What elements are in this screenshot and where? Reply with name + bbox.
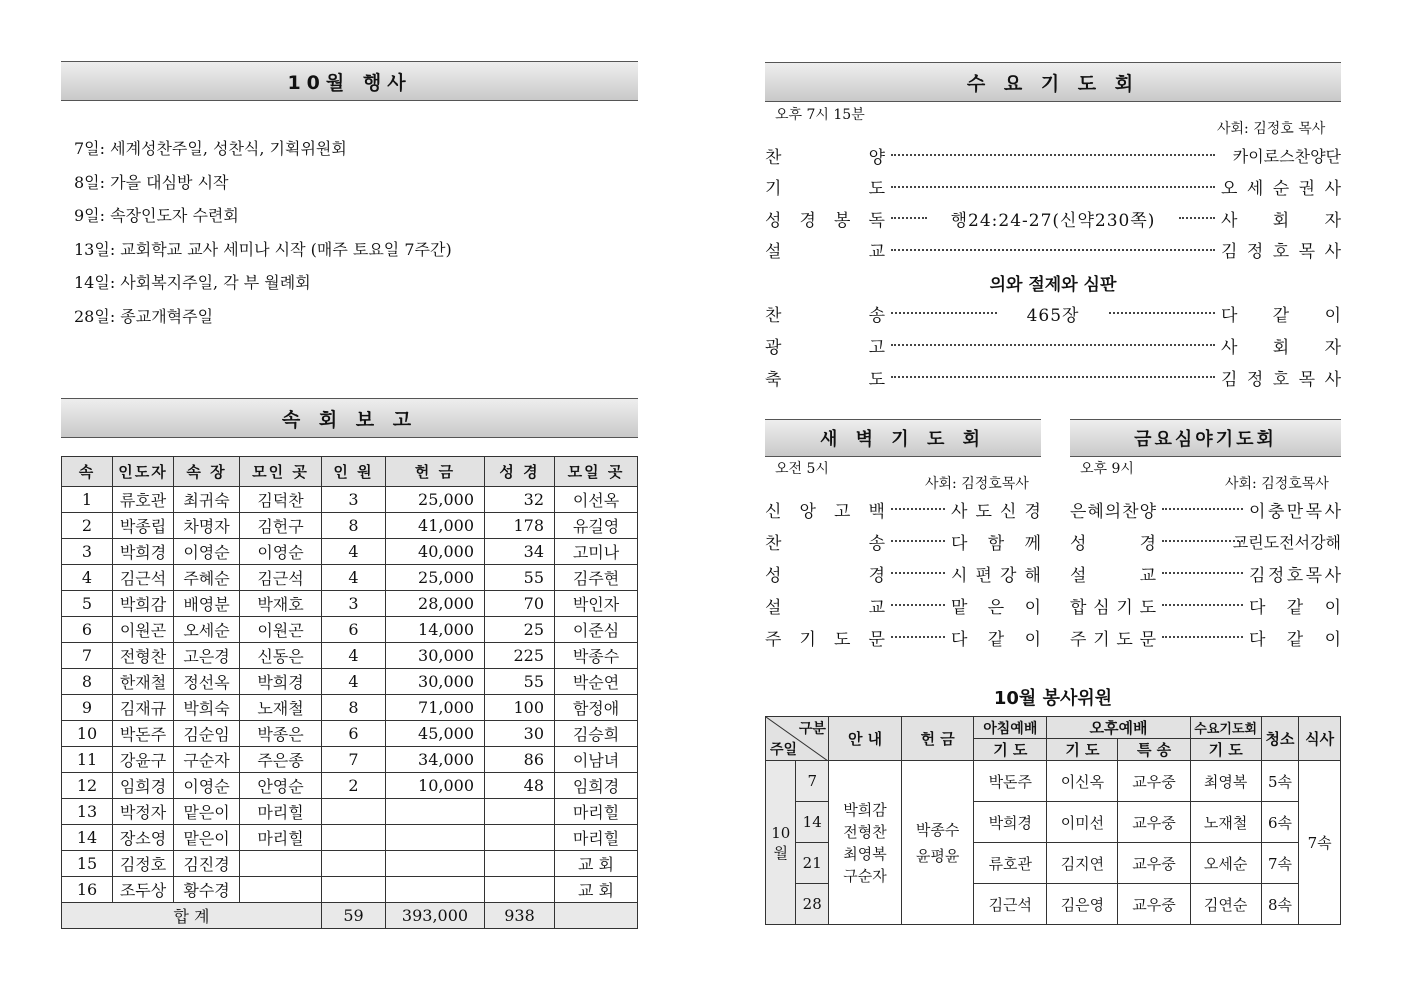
order-person: 김 정 호 목 사 xyxy=(1221,369,1341,390)
attendance-cell xyxy=(322,877,386,903)
offering-cell: 박종수 윤평윤 xyxy=(902,761,974,925)
leader-cell: 박돈주 xyxy=(113,721,174,747)
leader-dots xyxy=(891,508,945,510)
offering-cell: 71,000 xyxy=(386,695,485,721)
bible-count-cell xyxy=(485,825,555,851)
order-label: 성 경 xyxy=(765,565,885,586)
total-offering: 393,000 xyxy=(386,903,485,929)
wednesday-time: 오후 7시 15분 xyxy=(775,107,865,123)
meeting-place-cell: 김덕찬 xyxy=(240,487,322,513)
offering-cell: 10,000 xyxy=(386,773,485,799)
leader-cell: 강윤구 xyxy=(113,747,174,773)
group-head-cell: 오세순 xyxy=(174,617,240,643)
next-place-cell: 박순연 xyxy=(555,669,638,695)
col-header: 속 xyxy=(62,457,113,487)
group-number-cell: 5 xyxy=(62,591,113,617)
attendance-cell: 8 xyxy=(322,513,386,539)
table-row xyxy=(62,513,638,539)
leader-dots xyxy=(891,217,927,219)
order-label: 찬 송 xyxy=(765,305,885,326)
leader-dots xyxy=(891,572,945,574)
event-item: 7일: 세계성찬주일, 성찬식, 기획위원회 xyxy=(74,139,347,158)
group-number-cell: 9 xyxy=(62,695,113,721)
wed-prayer-header: 기 도 xyxy=(1190,739,1261,761)
dawn-header: 새 벽 기 도 회 xyxy=(765,419,1041,457)
bible-count-cell: 34 xyxy=(485,539,555,565)
leader-dots xyxy=(1162,508,1243,510)
leader-cell: 김근석 xyxy=(113,565,174,591)
order-line xyxy=(1070,590,1341,620)
order-label: 주 기 도 문 xyxy=(765,629,885,650)
leader-dots xyxy=(891,154,1215,156)
special-cell: 교우중 xyxy=(1118,761,1190,802)
table-row xyxy=(62,877,638,903)
week-cell: 14 xyxy=(796,802,829,843)
group-head-cell: 최귀숙 xyxy=(174,487,240,513)
next-place-cell: 김주현 xyxy=(555,565,638,591)
report-table xyxy=(61,456,638,929)
bible-count-cell xyxy=(485,851,555,877)
offering-cell: 40,000 xyxy=(386,539,485,565)
col-header: 모일 곳 xyxy=(555,457,638,487)
order-line xyxy=(1070,622,1341,652)
col-header: 성 경 xyxy=(485,457,555,487)
offering-cell: 25,000 xyxy=(386,565,485,591)
meeting-place-cell xyxy=(240,851,322,877)
col-header: 헌 금 xyxy=(386,457,485,487)
wednesday-header: 수 요 기 도 회 xyxy=(765,62,1341,102)
order-person: 고 린 도 전 서 강 해 xyxy=(1232,532,1341,552)
clean-cell: 5속 xyxy=(1261,761,1299,802)
attendance-cell xyxy=(322,851,386,877)
table-row xyxy=(62,851,638,877)
group-number-cell: 2 xyxy=(62,513,113,539)
leader-cell: 박종립 xyxy=(113,513,174,539)
meeting-place-cell: 신동은 xyxy=(240,643,322,669)
order-person: 다 같 이 xyxy=(951,629,1041,650)
group-number-cell: 10 xyxy=(62,721,113,747)
order-line xyxy=(1070,558,1341,588)
week-label: 주일 xyxy=(770,742,798,758)
bible-count-cell: 48 xyxy=(485,773,555,799)
morning-prayer-cell: 김근석 xyxy=(974,884,1047,925)
order-label: 합 심 기 도 xyxy=(1070,597,1156,618)
leader-dots xyxy=(891,636,945,638)
attendance-cell: 4 xyxy=(322,669,386,695)
leader-dots xyxy=(1162,572,1243,574)
table-row xyxy=(62,591,638,617)
group-head-cell: 이영순 xyxy=(174,539,240,565)
order-label: 성 경 xyxy=(1070,533,1156,554)
order-detail: 행24:24-27(신약230쪽) xyxy=(950,210,1156,231)
group-number-cell: 12 xyxy=(62,773,113,799)
meal-cell: 7속 xyxy=(1299,761,1341,925)
leader-dots xyxy=(1179,217,1215,219)
group-head-cell: 맡은이 xyxy=(174,825,240,851)
group-head-cell: 황수경 xyxy=(174,877,240,903)
order-line xyxy=(765,298,1341,328)
order-line xyxy=(765,235,1341,265)
leader-cell: 장소영 xyxy=(113,825,174,851)
friday-host: 사회: 김정호목사 xyxy=(1225,476,1329,492)
order-person: 맡 은 이 xyxy=(951,597,1041,618)
leader-cell: 박희경 xyxy=(113,539,174,565)
attendance-cell: 6 xyxy=(322,617,386,643)
leader-cell: 김정호 xyxy=(113,851,174,877)
afternoon-prayer-cell: 김지연 xyxy=(1047,843,1118,884)
next-place-cell: 박인자 xyxy=(555,591,638,617)
offering-cell xyxy=(386,825,485,851)
attendance-cell: 4 xyxy=(322,565,386,591)
order-label: 은 혜 의 찬 양 xyxy=(1070,501,1156,522)
clean-cell: 6속 xyxy=(1261,802,1299,843)
bible-count-cell: 25 xyxy=(485,617,555,643)
order-line xyxy=(765,494,1041,524)
next-place-cell: 마리힐 xyxy=(555,825,638,851)
week-cell: 7 xyxy=(796,761,829,802)
leader-cell: 김재규 xyxy=(113,695,174,721)
table-row xyxy=(62,669,638,695)
group-number-cell: 1 xyxy=(62,487,113,513)
order-line xyxy=(765,203,1341,233)
group-number-cell: 13 xyxy=(62,799,113,825)
attendance-cell: 4 xyxy=(322,539,386,565)
guide-header: 안 내 xyxy=(828,717,901,761)
bible-count-cell: 55 xyxy=(485,669,555,695)
bible-count-cell: 178 xyxy=(485,513,555,539)
leader-cell: 류호관 xyxy=(113,487,174,513)
next-place-cell: 고미나 xyxy=(555,539,638,565)
group-head-cell: 맡은이 xyxy=(174,799,240,825)
order-label: 주 기 도 문 xyxy=(1070,629,1156,650)
bible-count-cell xyxy=(485,799,555,825)
attendance-cell: 3 xyxy=(322,487,386,513)
corner-cell xyxy=(766,717,829,761)
bible-count-cell: 225 xyxy=(485,643,555,669)
group-head-cell: 구순자 xyxy=(174,747,240,773)
morning-header: 아침예배 xyxy=(974,717,1047,739)
group-head-cell: 차명자 xyxy=(174,513,240,539)
meeting-place-cell: 안영순 xyxy=(240,773,322,799)
order-line xyxy=(1070,526,1341,556)
group-number-cell: 16 xyxy=(62,877,113,903)
table-row xyxy=(62,721,638,747)
total-bible: 938 xyxy=(485,903,555,929)
meeting-place-cell: 주은종 xyxy=(240,747,322,773)
offering-cell xyxy=(386,851,485,877)
offering-cell: 45,000 xyxy=(386,721,485,747)
table-row xyxy=(62,617,638,643)
wed-header: 수요기도회 xyxy=(1190,717,1261,739)
clean-cell: 8속 xyxy=(1261,884,1299,925)
bible-count-cell: 32 xyxy=(485,487,555,513)
order-line xyxy=(765,526,1041,556)
order-person: 김 정 호 목 사 xyxy=(1221,242,1341,262)
bible-count-cell: 100 xyxy=(485,695,555,721)
special-cell: 교우중 xyxy=(1118,884,1190,925)
afternoon-prayer-cell: 이신옥 xyxy=(1047,761,1118,802)
order-person: 김 정 호 목 사 xyxy=(1249,565,1341,586)
offering-cell: 41,000 xyxy=(386,513,485,539)
next-place-cell: 임희경 xyxy=(555,773,638,799)
special-header: 특 송 xyxy=(1118,739,1190,761)
total-label: 합 계 xyxy=(62,903,322,929)
wed-prayer-cell: 최영복 xyxy=(1190,761,1261,802)
report-header-row xyxy=(62,457,638,487)
group-head-cell: 정선옥 xyxy=(174,669,240,695)
meeting-place-cell: 이원곤 xyxy=(240,617,322,643)
week-cell: 28 xyxy=(796,884,829,925)
afternoon-prayer-cell: 김은영 xyxy=(1047,884,1118,925)
wed-prayer-cell: 노재철 xyxy=(1190,802,1261,843)
order-person: 다 같 이 xyxy=(1249,629,1341,650)
order-line xyxy=(765,140,1341,170)
table-row xyxy=(62,773,638,799)
morning-prayer-header: 기 도 xyxy=(974,739,1047,761)
table-row xyxy=(766,761,1341,802)
order-person: 사 회 자 xyxy=(1221,210,1341,231)
morning-prayer-cell: 박희경 xyxy=(974,802,1047,843)
special-cell: 교우중 xyxy=(1118,802,1190,843)
event-item: 13일: 교회학교 교사 세미나 시작 (매주 토요일 7주간) xyxy=(74,239,452,259)
order-person: 다 함 께 xyxy=(951,533,1041,554)
order-line xyxy=(765,590,1041,620)
meeting-place-cell: 마리힐 xyxy=(240,799,322,825)
leader-dots xyxy=(891,540,945,542)
offering-cell: 14,000 xyxy=(386,617,485,643)
offering-cell: 28,000 xyxy=(386,591,485,617)
leader-dots xyxy=(1162,540,1243,542)
leader-dots xyxy=(1162,604,1243,606)
group-head-cell: 고은경 xyxy=(174,643,240,669)
offering-cell xyxy=(386,799,485,825)
table-row xyxy=(62,695,638,721)
meal-header: 식사 xyxy=(1299,717,1341,761)
order-label: 설 교 xyxy=(765,597,885,618)
leader-dots xyxy=(1162,636,1243,638)
order-label: 찬 양 xyxy=(765,147,885,168)
next-place-cell: 함정애 xyxy=(555,695,638,721)
order-person: 시 편 강 해 xyxy=(951,565,1041,586)
bible-count-cell: 30 xyxy=(485,721,555,747)
leader-dots xyxy=(891,376,1215,378)
leader-dots xyxy=(891,604,945,606)
order-label: 성 경 봉 독 xyxy=(765,210,885,231)
attendance-cell: 7 xyxy=(322,747,386,773)
table-row xyxy=(62,565,638,591)
order-line xyxy=(765,330,1341,360)
leader-cell: 임희경 xyxy=(113,773,174,799)
clean-cell: 7속 xyxy=(1261,843,1299,884)
table-row xyxy=(62,747,638,773)
next-place-cell: 이선옥 xyxy=(555,487,638,513)
order-label: 신 앙 고 백 xyxy=(765,501,885,522)
group-head-cell: 박희숙 xyxy=(174,695,240,721)
order-line xyxy=(765,558,1041,588)
order-line xyxy=(765,622,1041,652)
gubun-label: 구분 xyxy=(798,721,826,737)
event-item: 28일: 종교개혁주일 xyxy=(74,306,214,326)
meeting-place-cell: 김헌구 xyxy=(240,513,322,539)
next-place-cell: 이준심 xyxy=(555,617,638,643)
meeting-place-cell: 박재호 xyxy=(240,591,322,617)
col-header: 인도자 xyxy=(113,457,174,487)
group-number-cell: 3 xyxy=(62,539,113,565)
attendance-cell: 3 xyxy=(322,591,386,617)
morning-prayer-cell: 박돈주 xyxy=(974,761,1047,802)
leader-dots xyxy=(891,249,1215,251)
offering-cell: 34,000 xyxy=(386,747,485,773)
order-person: 다 같 이 xyxy=(1249,597,1341,618)
meeting-place-cell: 마리힐 xyxy=(240,825,322,851)
leader-dots xyxy=(891,186,1215,188)
table-row xyxy=(62,643,638,669)
guides-cell: 박희감 전형찬 최영복 구순자 xyxy=(828,761,901,925)
leader-cell: 전형찬 xyxy=(113,643,174,669)
order-label: 설 교 xyxy=(1070,565,1156,586)
offering-cell: 30,000 xyxy=(386,643,485,669)
order-label: 광 고 xyxy=(765,337,885,358)
order-label: 축 도 xyxy=(765,369,885,390)
group-number-cell: 15 xyxy=(62,851,113,877)
order-label: 기 도 xyxy=(765,179,885,199)
leader-cell: 박정자 xyxy=(113,799,174,825)
bible-count-cell: 55 xyxy=(485,565,555,591)
offering-cell xyxy=(386,877,485,903)
events-list xyxy=(74,136,452,337)
afternoon-prayer-header: 기 도 xyxy=(1047,739,1118,761)
morning-prayer-cell: 류호관 xyxy=(974,843,1047,884)
table-row xyxy=(62,487,638,513)
table-row xyxy=(62,825,638,851)
total-empty xyxy=(555,903,638,929)
leader-cell: 조두상 xyxy=(113,877,174,903)
next-place-cell: 김승희 xyxy=(555,721,638,747)
leader-dots xyxy=(891,312,997,314)
event-item: 14일: 사회복지주일, 각 부 월례회 xyxy=(74,273,311,292)
group-head-cell: 주혜순 xyxy=(174,565,240,591)
leader-cell: 박희감 xyxy=(113,591,174,617)
events-header: 10월 행사 xyxy=(61,61,638,101)
bible-count-cell: 86 xyxy=(485,747,555,773)
next-place-cell: 교 회 xyxy=(555,877,638,903)
order-line xyxy=(765,172,1341,202)
afternoon-prayer-cell: 이미선 xyxy=(1047,802,1118,843)
group-number-cell: 6 xyxy=(62,617,113,643)
table-row xyxy=(62,799,638,825)
afternoon-header: 오후예배 xyxy=(1047,717,1190,739)
order-person: 다 같 이 xyxy=(1221,305,1341,326)
order-person: 오 세 순 권 사 xyxy=(1221,179,1341,199)
group-head-cell: 김순임 xyxy=(174,721,240,747)
next-place-cell: 교 회 xyxy=(555,851,638,877)
offering-cell: 25,000 xyxy=(386,487,485,513)
attendance-cell: 6 xyxy=(322,721,386,747)
group-number-cell: 11 xyxy=(62,747,113,773)
meeting-place-cell: 김근석 xyxy=(240,565,322,591)
meeting-place-cell: 이영순 xyxy=(240,539,322,565)
leader-cell: 이원곤 xyxy=(113,617,174,643)
order-label: 찬 송 xyxy=(765,533,885,554)
order-person: 사 회 자 xyxy=(1221,337,1341,358)
group-number-cell: 14 xyxy=(62,825,113,851)
wed-prayer-cell: 김연순 xyxy=(1190,884,1261,925)
wed-prayer-cell: 오세순 xyxy=(1190,843,1261,884)
service-title: 10월 봉사위원 xyxy=(993,688,1113,709)
week-cell: 21 xyxy=(796,843,829,884)
table-row xyxy=(62,539,638,565)
group-head-cell: 이영순 xyxy=(174,773,240,799)
event-item: 9일: 속장인도자 수련회 xyxy=(74,206,239,225)
leader-dots xyxy=(891,344,1215,346)
next-place-cell: 이남녀 xyxy=(555,747,638,773)
attendance-cell xyxy=(322,799,386,825)
order-detail: 465장 xyxy=(1026,305,1080,326)
order-line xyxy=(1070,494,1341,524)
bible-count-cell: 70 xyxy=(485,591,555,617)
group-number-cell: 8 xyxy=(62,669,113,695)
dawn-host: 사회: 김정호목사 xyxy=(925,476,1029,492)
event-item: 8일: 가을 대심방 시작 xyxy=(74,172,229,192)
offering-cell: 30,000 xyxy=(386,669,485,695)
sermon-title: 의와 절제와 심판 xyxy=(989,275,1117,295)
order-person: 카 이 로 스 찬 양 단 xyxy=(1232,146,1341,166)
col-header: 인 원 xyxy=(322,457,386,487)
wednesday-host: 사회: 김정호 목사 xyxy=(1217,121,1326,137)
meeting-place-cell: 박종은 xyxy=(240,721,322,747)
col-header: 모인 곳 xyxy=(240,457,322,487)
attendance-cell: 8 xyxy=(322,695,386,721)
leader-cell: 한재철 xyxy=(113,669,174,695)
attendance-cell: 4 xyxy=(322,643,386,669)
meeting-place-cell xyxy=(240,877,322,903)
order-line xyxy=(765,362,1341,392)
total-row xyxy=(62,903,638,929)
next-place-cell: 박종수 xyxy=(555,643,638,669)
service-table xyxy=(765,716,1341,925)
report-header: 속 회 보 고 xyxy=(61,398,638,438)
bible-count-cell xyxy=(485,877,555,903)
col-header: 속 장 xyxy=(174,457,240,487)
next-place-cell: 유길영 xyxy=(555,513,638,539)
group-number-cell: 4 xyxy=(62,565,113,591)
special-cell: 교우중 xyxy=(1118,843,1190,884)
group-head-cell: 김진경 xyxy=(174,851,240,877)
friday-time: 오후 9시 xyxy=(1080,461,1134,477)
order-person: 이 충 만 목 사 xyxy=(1249,501,1341,522)
order-label: 설 교 xyxy=(765,242,885,262)
month-cell: 10월 xyxy=(766,761,796,925)
total-people: 59 xyxy=(322,903,386,929)
group-head-cell: 배영분 xyxy=(174,591,240,617)
meeting-place-cell: 노재철 xyxy=(240,695,322,721)
friday-header: 금요심야기도회 xyxy=(1070,419,1341,457)
dawn-time: 오전 5시 xyxy=(775,461,829,477)
order-person: 사 도 신 경 xyxy=(951,501,1041,522)
next-place-cell: 마리힐 xyxy=(555,799,638,825)
clean-header: 청소 xyxy=(1261,717,1299,761)
attendance-cell xyxy=(322,825,386,851)
attendance-cell: 2 xyxy=(322,773,386,799)
offering-header: 헌 금 xyxy=(902,717,974,761)
leader-dots xyxy=(1109,312,1215,314)
meeting-place-cell: 박희경 xyxy=(240,669,322,695)
group-number-cell: 7 xyxy=(62,643,113,669)
